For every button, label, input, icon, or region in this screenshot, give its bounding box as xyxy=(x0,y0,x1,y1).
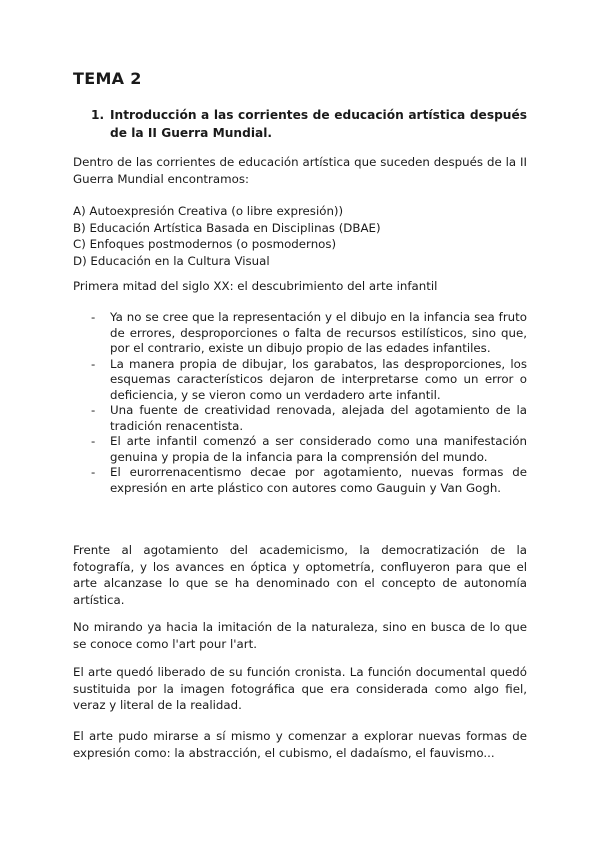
section-heading-text: Introducción a las corrientes de educación artística después de la II Guerra Mundial. xyxy=(110,108,527,140)
bullet-item xyxy=(91,310,527,357)
bullet-text: El eurorrenacentismo decae por agotamiento, nuevas formas de expresión en arte plástico con autores como Gauguin y Van Gogh. xyxy=(110,465,527,495)
bullet-text: El arte infantil comenzó a ser considerado como una manifestación genuina y propia de la infancia para la comprensión del mundo. xyxy=(110,434,527,464)
bullet-marker: - xyxy=(91,356,96,371)
bullet-text: Ya no se cree que la representación y el dibujo en la infancia sea fruto de errores, desproporciones o falta de recursos estilísticos, sino que, por el contrario, existe un dibujo propio de las edades infantiles. xyxy=(110,310,527,355)
bullet-text: La manera propia de dibujar, los garabatos, las desproporciones, los esquemas característicos dejaron de interpretarse como un error o deficiencia, y se vieron como un verdadero arte infantil. xyxy=(110,356,527,402)
document-title: TEMA 2 xyxy=(73,69,142,88)
current-item: C) Enfoques postmodernos (o posmodernos) xyxy=(73,237,337,251)
body-paragraph: El arte quedó liberado de su función cronista. La función documental quedó sustituida por la imagen fotográfica que era considerada como algo fiel, veraz y literal de la realidad. xyxy=(73,665,527,712)
intro-paragraph: Dentro de las corrientes de educación artística que suceden después de la II Guerra Mundial encontramos: xyxy=(73,155,527,186)
bullet-item xyxy=(91,403,527,434)
currents-list xyxy=(73,203,527,269)
bullet-text: Una fuente de creatividad renovada, alejada del agotamiento de la tradición renacentista. xyxy=(110,403,527,433)
bullet-item xyxy=(91,465,527,496)
bullet-item xyxy=(91,357,527,404)
bullet-marker: - xyxy=(91,310,96,324)
body-paragraph: No mirando ya hacia la imitación de la naturaleza, sino en busca de lo que se conoce como l'art pour l'art. xyxy=(73,620,527,651)
bullet-marker: - xyxy=(91,434,96,448)
subheading: Primera mitad del siglo XX: el descubrimiento del arte infantil xyxy=(73,279,438,293)
current-item: A) Autoexpresión Creativa (o libre expresión)) xyxy=(73,204,344,218)
body-paragraph: El arte pudo mirarse a sí mismo y comenzar a explorar nuevas formas de expresión como: la abstracción, el cubismo, el dadaísmo, el fauvismo... xyxy=(73,729,527,760)
current-item: D) Educación en la Cultura Visual xyxy=(73,253,270,268)
section-heading xyxy=(91,106,527,142)
bullet-marker: - xyxy=(91,403,96,417)
bullet-item xyxy=(91,434,527,465)
section-number: 1. xyxy=(91,108,105,122)
bullet-marker: - xyxy=(91,465,96,479)
bullet-list xyxy=(91,310,527,496)
current-item: B) Educación Artística Basada en Disciplinas (DBAE) xyxy=(73,220,381,235)
body-paragraph: Frente al agotamiento del academicismo, la democratización de la fotografía, y los avances en óptica y optometría, confluyeron para que el arte alcanzase lo que se ha denominado con el concepto de autonomía artística. xyxy=(73,543,527,607)
